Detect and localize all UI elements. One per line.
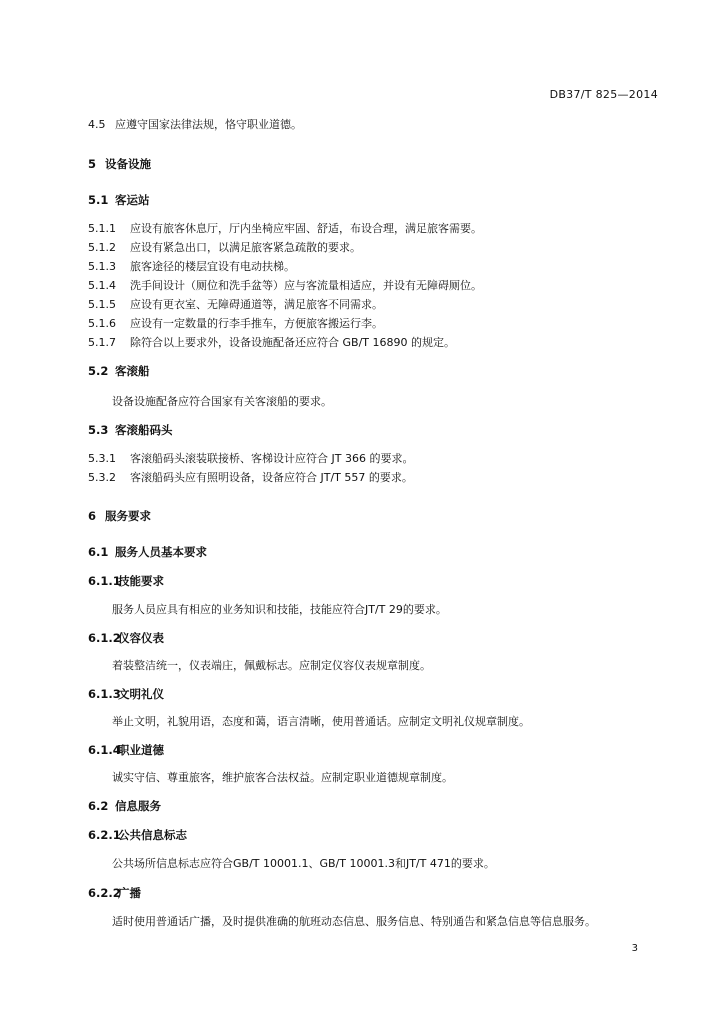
clause-5-3-2: [88, 471, 413, 485]
heading-6-1-1: [88, 574, 164, 588]
paragraph-text: 诚实守信、尊重旅客，维护旅客合法权益。应制定职业道德规章制度。: [112, 771, 453, 784]
clause-5-3-1: [88, 452, 413, 466]
heading-number: 6.1.2: [88, 631, 121, 645]
heading-number: 6.2.2: [88, 886, 121, 900]
heading-number: 6.1: [88, 545, 109, 559]
heading-text: 广播: [118, 886, 141, 900]
heading-number: 6.1.1: [88, 574, 121, 588]
clause-number: 5.3.2: [88, 471, 116, 484]
paragraph-6-2-2: [112, 915, 596, 929]
clause-text: 旅客途径的楼层宜设有电动扶梯。: [130, 260, 295, 273]
heading-text: 信息服务: [115, 799, 161, 813]
paragraph-6-1-1: [112, 603, 447, 617]
heading-text: 设备设施: [105, 157, 151, 171]
paragraph-6-1-2: [112, 659, 431, 673]
heading-text: 客滚船: [115, 364, 150, 378]
heading-number: 5.3: [88, 423, 109, 437]
clause-number: 5.3.1: [88, 452, 116, 465]
clause-text: 应设有旅客休息厅，厅内坐椅应牢固、舒适，布设合理，满足旅客需要。: [130, 222, 482, 235]
heading-5-2: [88, 364, 150, 378]
heading-text: 服务要求: [105, 509, 151, 523]
paragraph-6-1-3: [112, 715, 530, 729]
clause-text: 客滚船码头应有照明设备，设备应符合 JT/T 557 的要求。: [130, 471, 413, 484]
heading-6-1: [88, 545, 207, 559]
clause-4-5: [88, 118, 302, 132]
clause-text: 应设有紧急出口，以满足旅客紧急疏散的要求。: [130, 241, 361, 254]
heading-6-1-4: [88, 743, 164, 757]
clause-text: 除符合以上要求外，设备设施配备还应符合 GB/T 16890 的规定。: [130, 336, 455, 349]
paragraph-text: 设备设施配备应符合国家有关客滚船的要求。: [112, 395, 332, 408]
heading-number: 5: [88, 157, 97, 171]
clause-number: 5.1.7: [88, 336, 116, 349]
clause-text: 客滚船码头滚装联接桥、客梯设计应符合 JT 366 的要求。: [130, 452, 414, 465]
heading-text: 仪容仪表: [118, 631, 164, 645]
doc-code-header: DB37/T 825—2014: [549, 88, 658, 101]
clause-number: 5.1.3: [88, 260, 116, 273]
heading-text: 服务人员基本要求: [115, 545, 207, 559]
heading-text: 公共信息标志: [118, 828, 187, 842]
heading-number: 6.2: [88, 799, 109, 813]
heading-6-2-2: [88, 886, 141, 900]
heading-6-1-2: [88, 631, 164, 645]
heading-6-2-1: [88, 828, 187, 842]
heading-number: 6.2.1: [88, 828, 121, 842]
heading-text: 职业道德: [118, 743, 164, 757]
clause-text: 洗手间设计（厕位和洗手盆等）应与客流量相适应，并设有无障碍厕位。: [130, 279, 482, 292]
clause-text: 应设有一定数量的行李手推车，方便旅客搬运行李。: [130, 317, 383, 330]
clause-5-1-3: [88, 260, 295, 274]
heading-text: 客滚船码头: [115, 423, 173, 437]
clause-number: 5.1.1: [88, 222, 116, 235]
heading-number: 6.1.4: [88, 743, 121, 757]
clause-5-1-6: [88, 317, 383, 331]
paragraph-text: 服务人员应具有相应的业务知识和技能，技能应符合JT/T 29的要求。: [112, 603, 447, 616]
heading-text: 文明礼仪: [118, 687, 164, 701]
heading-text: 客运站: [115, 193, 150, 207]
heading-number: 5.1: [88, 193, 109, 207]
clause-number: 5.1.5: [88, 298, 116, 311]
clause-number: 5.1.6: [88, 317, 116, 330]
paragraph-5-2: [112, 395, 332, 409]
paragraph-6-1-4: [112, 771, 453, 785]
heading-text: 技能要求: [118, 574, 164, 588]
paragraph-6-2-1: [112, 857, 495, 871]
heading-5-1: [88, 193, 150, 207]
clause-5-1-2: [88, 241, 361, 255]
heading-5: [88, 157, 151, 171]
heading-6: [88, 509, 151, 523]
heading-5-3: [88, 423, 173, 437]
clause-5-1-7: [88, 336, 455, 350]
clause-text: 应设有更衣室、无障碍通道等，满足旅客不同需求。: [130, 298, 383, 311]
clause-5-1-1: [88, 222, 482, 236]
clause-number: 4.5: [88, 118, 106, 131]
heading-6-1-3: [88, 687, 164, 701]
paragraph-text: 公共场所信息标志应符合GB/T 10001.1、GB/T 10001.3和JT/T 471的要求。: [112, 857, 495, 870]
clause-text: 应遵守国家法律法规，恪守职业道德。: [115, 118, 302, 131]
heading-number: 5.2: [88, 364, 109, 378]
paragraph-text: 适时使用普通话广播，及时提供准确的航班动态信息、服务信息、特别通告和紧急信息等信息服务。: [112, 915, 596, 928]
heading-number: 6.1.3: [88, 687, 121, 701]
heading-number: 6: [88, 509, 97, 523]
paragraph-text: 举止文明，礼貌用语，态度和蔼，语言清晰，使用普通话。应制定文明礼仪规章制度。: [112, 715, 530, 728]
clause-number: 5.1.4: [88, 279, 116, 292]
clause-number: 5.1.2: [88, 241, 116, 254]
clause-5-1-5: [88, 298, 383, 312]
clause-5-1-4: [88, 279, 482, 293]
page-number: 3: [631, 943, 638, 954]
paragraph-text: 着装整洁统一，仪表端庄，佩戴标志。应制定仪容仪表规章制度。: [112, 659, 431, 672]
heading-6-2: [88, 799, 161, 813]
